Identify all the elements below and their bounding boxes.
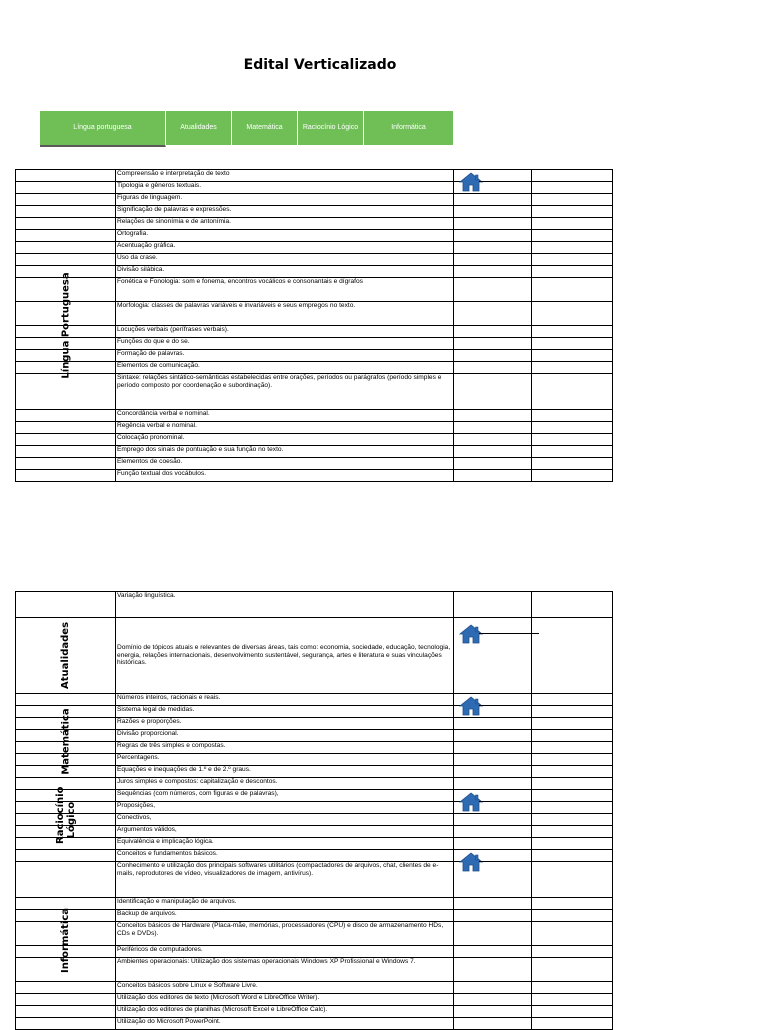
section-portugues: [15, 170, 115, 482]
checkbox-cell-1[interactable]: [453, 278, 531, 301]
section-label: [16, 170, 116, 481]
section-title: Informática: [60, 907, 72, 973]
topic-text: Regras de três simples e compostas.: [117, 742, 226, 749]
checkbox-cell-2[interactable]: [531, 170, 613, 181]
topic-text: Locuções verbais (perífrases verbais).: [117, 326, 229, 333]
checkbox-cell-2[interactable]: [531, 958, 613, 981]
topic-text: Formação de palavras.: [117, 350, 185, 357]
topic-text: Compreensão e interpretação de texto: [117, 170, 230, 177]
checkbox-cell-1[interactable]: [453, 592, 531, 617]
section-title: Língua Portuguesa: [60, 272, 72, 379]
checkbox-cell-2[interactable]: [531, 706, 613, 717]
checkbox-cell-1[interactable]: [453, 230, 531, 241]
topic-cell: [115, 194, 453, 205]
section-raciocinio: [15, 786, 115, 850]
checkbox-cell-2[interactable]: [531, 766, 613, 777]
checkbox-cell-1[interactable]: [453, 458, 531, 469]
topic-text: Razões e proporções.: [117, 718, 182, 725]
topic-text: Sequências (com números, com figuras e de palavras),: [117, 790, 279, 797]
topic-cell: [115, 898, 453, 909]
checkbox-cell-2[interactable]: [531, 338, 613, 349]
topic-text: Equivalência e implicação lógica.: [117, 838, 214, 845]
checkbox-cell-2[interactable]: [531, 230, 613, 241]
topic-cell: [115, 694, 453, 705]
topic-text: Emprego dos sinais de pontuação e sua função no texto.: [117, 446, 284, 453]
checkbox-cell-1[interactable]: [453, 422, 531, 433]
topic-cell: [115, 994, 453, 1005]
checkbox-cell-2[interactable]: [531, 374, 613, 409]
section-title: Atualidades: [60, 621, 72, 690]
connector-line: [479, 633, 539, 634]
topic-cell: [115, 230, 453, 241]
checkbox-cell-1[interactable]: [453, 362, 531, 373]
topic-text: Domínio de tópicos atuais e relevantes de diversas áreas, tais como: economia, sociedade, educação, tecnologia, energia, relações internacionais, desenvolvimento sustentável, segurança, artes e literatura e suas vinculações históricas.: [117, 644, 451, 667]
checkbox-cell-2[interactable]: [531, 326, 613, 337]
topic-text: Utilização dos editores de texto (Microsoft Word e LibreOffice Writer).: [117, 994, 320, 1001]
topic-cell: [115, 754, 453, 765]
topic-cell: [115, 434, 453, 445]
checkbox-cell-2[interactable]: [531, 814, 613, 825]
checkbox-cell-2[interactable]: [531, 730, 613, 741]
topic-text: Identificação e manipulação de arquivos.: [117, 898, 237, 905]
topic-cell: [115, 218, 453, 229]
connector-line: [479, 705, 539, 706]
topic-cell: [115, 242, 453, 253]
section-label: [16, 618, 116, 693]
topic-text: Números inteiros, racionais e reais.: [117, 694, 221, 701]
topic-cell: [115, 862, 453, 897]
topic-cell: [115, 362, 453, 373]
topic-text: Sistema legal de medidas.: [117, 706, 195, 713]
checkbox-cell-1[interactable]: [453, 814, 531, 825]
checkbox-cell-2[interactable]: [531, 618, 613, 693]
topic-cell: [115, 850, 453, 861]
topic-cell: [115, 410, 453, 421]
topic-cell: [115, 266, 453, 277]
connector-line: [479, 181, 539, 182]
topic-text: Conceitos e fundamentos básicos.: [117, 850, 218, 857]
checkbox-cell-2[interactable]: [531, 592, 613, 617]
home-icon[interactable]: [459, 624, 485, 646]
topic-text: Elementos de comunicação.: [117, 362, 200, 369]
topic-cell: [115, 278, 453, 301]
checkbox-cell-1[interactable]: [453, 338, 531, 349]
topic-text: Conhecimento e utilização dos principais softwares utilitários (compactadores de arquivos, chat, clientes de e-mails, reprodutores de vídeo, visualizadores de imagem, antivírus).: [117, 862, 439, 877]
home-icon[interactable]: [459, 696, 485, 718]
checkbox-cell-1[interactable]: [453, 446, 531, 457]
nav-matematica[interactable]: Matemática: [232, 111, 298, 145]
topic-text: Colocação pronominal.: [117, 434, 185, 441]
topic-text: Conceitos básicos sobre Linux e Software Livre.: [117, 982, 258, 989]
checkbox-cell-2[interactable]: [531, 194, 613, 205]
topic-cell: [115, 422, 453, 433]
home-glyph: [459, 696, 483, 716]
checkbox-cell-2[interactable]: [531, 718, 613, 729]
topic-cell: [115, 706, 453, 717]
topic-text: Tipologia e gêneros textuais.: [117, 182, 202, 189]
checkbox-cell-2[interactable]: [531, 922, 613, 945]
topic-text: Conceitos básicos de Hardware (Placa-mãe, memórias, processadores (CPU) e disco de armazenamento HDs, CDs e DVDs).: [117, 922, 444, 937]
topic-text: Regência verbal e nominal.: [117, 422, 197, 429]
checkbox-cell-1[interactable]: [453, 718, 531, 729]
topic-cell: [115, 742, 453, 753]
topic-cell: [115, 790, 453, 801]
checkbox-cell-2[interactable]: [531, 350, 613, 361]
checkbox-cell-1[interactable]: [453, 434, 531, 445]
checkbox-cell-1[interactable]: [453, 254, 531, 265]
checkbox-cell-1[interactable]: [453, 266, 531, 277]
topic-text: Função textual dos vocábulos.: [117, 470, 207, 477]
checkbox-cell-1[interactable]: [453, 754, 531, 765]
nav-raciocinio-logico[interactable]: Raciocínio Lógico: [298, 111, 364, 145]
checkbox-cell-2[interactable]: [531, 862, 613, 897]
checkbox-cell-2[interactable]: [531, 910, 613, 921]
checkbox-cell-2[interactable]: [531, 362, 613, 373]
topic-text: Concordância verbal e nominal.: [117, 410, 210, 417]
checkbox-cell-1[interactable]: [453, 194, 531, 205]
checkbox-cell-2[interactable]: [531, 434, 613, 445]
topic-text: Sintaxe: relações sintático-semânticas estabelecidas entre orações, períodos ou parágrafos (período simples e período composto por coordenação e subordinação).: [117, 374, 442, 389]
checkbox-cell-2[interactable]: [531, 218, 613, 229]
checkbox-cell-2[interactable]: [531, 446, 613, 457]
topic-cell: [115, 458, 453, 469]
checkbox-cell-2[interactable]: [531, 754, 613, 765]
home-glyph: [459, 792, 483, 812]
topic-cell: [115, 338, 453, 349]
topic-text: Proposições,: [117, 802, 156, 809]
section-informatica: [15, 850, 115, 1030]
topic-cell: [115, 730, 453, 741]
topic-cell: [115, 170, 453, 181]
topic-cell: [115, 326, 453, 337]
sheet-lingua-portuguesa: [15, 169, 613, 477]
connector-line: [479, 861, 539, 862]
topic-text: Funções do que e do se.: [117, 338, 190, 345]
checkbox-cell-1[interactable]: [453, 326, 531, 337]
topic-cell: [115, 206, 453, 217]
checkbox-cell-1[interactable]: [453, 946, 531, 957]
topic-text: Backup de arquivos.: [117, 910, 177, 917]
topic-text: Utilização dos editores de planilhas (Microsoft Excel e LibreOffice Calc).: [117, 1006, 328, 1013]
topic-cell: [115, 446, 453, 457]
checkbox-cell-1[interactable]: [453, 470, 531, 481]
checkbox-cell-2[interactable]: [531, 694, 613, 705]
topic-text: Variação linguística.: [117, 592, 176, 599]
page-title: Edital Verticalizado: [243, 57, 397, 73]
checkbox-cell-1[interactable]: [453, 350, 531, 361]
checkbox-cell-2[interactable]: [531, 278, 613, 301]
checkbox-cell-2[interactable]: [531, 742, 613, 753]
checkbox-cell-2[interactable]: [531, 982, 613, 993]
home-glyph: [459, 852, 483, 872]
checkbox-cell-2[interactable]: [531, 946, 613, 957]
topic-cell: [115, 302, 453, 325]
topic-cell: [115, 838, 453, 849]
section-label: [16, 694, 116, 789]
topic-text: Equações e inequações de 1.º e de 2.º graus.: [117, 766, 251, 773]
topic-text: Relações de sinonímia e de antonímia.: [117, 218, 231, 225]
connector-line: [479, 801, 539, 802]
topic-cell: [115, 182, 453, 193]
topic-cell: [115, 946, 453, 957]
topic-cell: [115, 958, 453, 981]
checkbox-cell-2[interactable]: [531, 838, 613, 849]
checkbox-cell-2[interactable]: [531, 850, 613, 861]
checkbox-cell-1[interactable]: [453, 302, 531, 325]
section-label: [16, 786, 116, 849]
topic-text: Uso da crase.: [117, 254, 158, 261]
topic-cell: [115, 922, 453, 945]
checkbox-cell-1[interactable]: [453, 982, 531, 993]
nav-lingua-portuguesa[interactable]: Língua portuguesa: [40, 111, 166, 147]
checkbox-cell-1[interactable]: [453, 826, 531, 837]
checkbox-cell-2[interactable]: [531, 458, 613, 469]
topic-cell: [115, 350, 453, 361]
checkbox-cell-2[interactable]: [531, 778, 613, 789]
home-icon[interactable]: [459, 792, 485, 814]
checkbox-cell-2[interactable]: [531, 410, 613, 421]
checkbox-cell-1[interactable]: [453, 218, 531, 229]
checkbox-cell-2[interactable]: [531, 470, 613, 481]
topic-cell: [115, 374, 453, 409]
topic-cell: [115, 470, 453, 481]
checkbox-cell-1[interactable]: [453, 898, 531, 909]
checkbox-cell-2[interactable]: [531, 422, 613, 433]
nav-atualidades[interactable]: Atualidades: [166, 111, 232, 145]
topic-cell: [115, 766, 453, 777]
topic-cell: [115, 802, 453, 813]
checkbox-cell-2[interactable]: [531, 790, 613, 801]
topic-text: Ortografia.: [117, 230, 149, 237]
section-atualidades: [15, 618, 115, 694]
checkbox-cell-1[interactable]: [453, 374, 531, 409]
checkbox-cell-2[interactable]: [531, 242, 613, 253]
topic-cell: [115, 826, 453, 837]
checkbox-cell-2[interactable]: [531, 254, 613, 265]
topic-text: Significação de palavras e expressões.: [117, 206, 232, 213]
home-icon[interactable]: [459, 852, 485, 874]
section-label: [16, 850, 116, 1030]
checkbox-cell-1[interactable]: [453, 958, 531, 981]
home-glyph: [459, 624, 483, 644]
checkbox-cell-1[interactable]: [453, 910, 531, 921]
topic-cell: [115, 982, 453, 993]
checkbox-cell-2[interactable]: [531, 994, 613, 1005]
topic-text: Morfologia: classes de palavras variáveis e invariáveis e seus empregos no texto.: [117, 302, 356, 309]
section-portugues_cont: [15, 592, 115, 618]
topic-text: Periféricos de computadores.: [117, 946, 203, 953]
checkbox-cell-2[interactable]: [531, 182, 613, 193]
checkbox-cell-2[interactable]: [531, 898, 613, 909]
checkbox-cell-2[interactable]: [531, 802, 613, 813]
topic-text: Fonética e Fonologia: som e fonema, encontros vocálicos e consonantais e dígrafos: [117, 278, 363, 285]
topic-cell: [115, 910, 453, 921]
home-glyph: [459, 172, 483, 192]
checkbox-cell-2[interactable]: [531, 302, 613, 325]
topic-cell: [115, 618, 453, 693]
checkbox-cell-2[interactable]: [531, 826, 613, 837]
section-title: Matemática: [60, 708, 72, 775]
nav-informatica[interactable]: Informática: [364, 111, 454, 145]
topic-cell: [115, 254, 453, 265]
topic-cell: [115, 1006, 453, 1017]
topic-cell: [115, 718, 453, 729]
topic-text: Percentagens.: [117, 754, 160, 761]
checkbox-cell-1[interactable]: [453, 742, 531, 753]
topic-text: Argumentos válidos,: [117, 826, 177, 833]
home-icon[interactable]: [459, 172, 485, 194]
section-matematica: [15, 694, 115, 790]
topic-text: Utilização do Microsoft PowerPoint.: [117, 1018, 221, 1025]
checkbox-cell-1[interactable]: [453, 994, 531, 1005]
checkbox-cell-1[interactable]: [453, 838, 531, 849]
topic-text: Ambientes operacionais: Utilização dos sistemas operacionais Windows XP Profissional e Windows 7.: [117, 958, 416, 965]
checkbox-cell-1[interactable]: [453, 410, 531, 421]
checkbox-cell-2[interactable]: [531, 1006, 613, 1017]
checkbox-cell-1[interactable]: [453, 778, 531, 789]
checkbox-cell-1[interactable]: [453, 922, 531, 945]
checkbox-cell-1[interactable]: [453, 766, 531, 777]
checkbox-cell-1[interactable]: [453, 1006, 531, 1017]
topic-text: Elementos de coesão.: [117, 458, 183, 465]
topic-cell: [115, 814, 453, 825]
topic-text: Juros simples e compostos: capitalização e descontos.: [117, 778, 278, 785]
topic-text: Figuras de linguagem.: [117, 194, 183, 201]
topic-cell: [115, 592, 453, 617]
checkbox-cell-2[interactable]: [531, 206, 613, 217]
topic-text: Divisão silábica.: [117, 266, 165, 273]
checkbox-cell-1[interactable]: [453, 242, 531, 253]
sheet-demais-disciplinas: [15, 591, 613, 1025]
section-title: Raciocínio Lógico: [55, 786, 77, 844]
checkbox-cell-1[interactable]: [453, 730, 531, 741]
checkbox-cell-1[interactable]: [453, 206, 531, 217]
topic-text: Conectivos,: [117, 814, 152, 821]
topic-text: Acentuação gráfica.: [117, 242, 176, 249]
topic-cell: [115, 778, 453, 789]
topic-text: Divisão proporcional.: [117, 730, 179, 737]
checkbox-cell-2[interactable]: [531, 266, 613, 277]
